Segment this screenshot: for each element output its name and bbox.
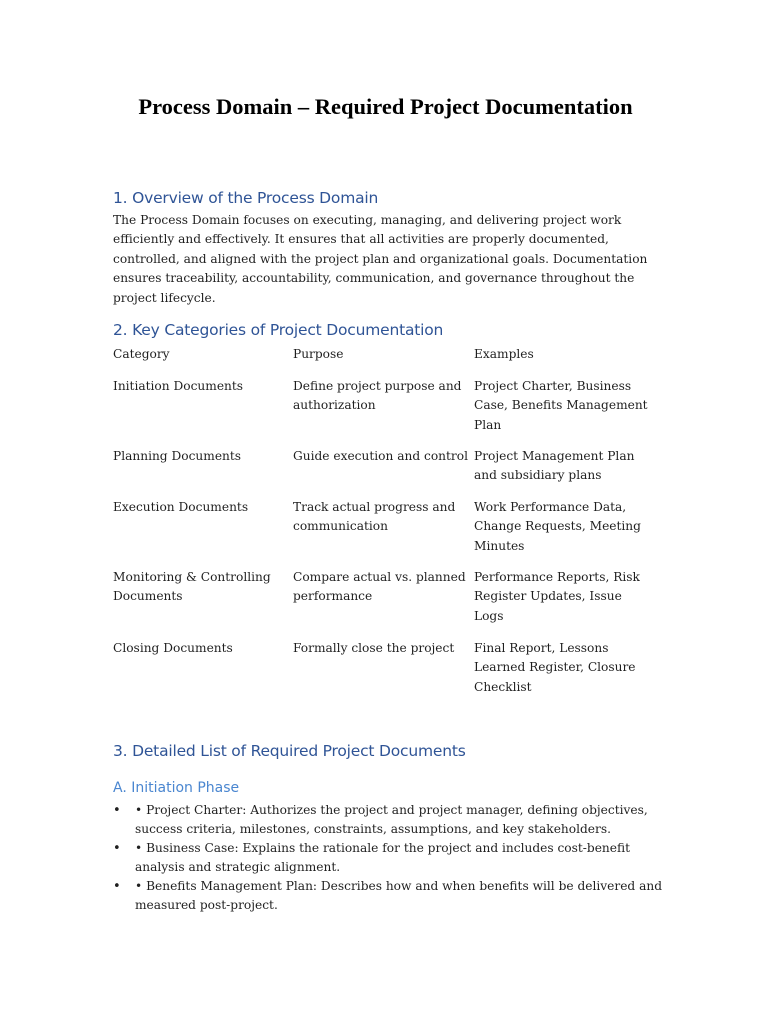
table-cell-purpose: Track actual progress and communication — [293, 500, 456, 534]
table-cell-category: Planning Documents — [113, 449, 242, 463]
table-cell-category: Execution Documents — [113, 500, 249, 514]
table-cell-examples: Work Performance Data, Change Requests, Meeting Minutes — [474, 500, 641, 553]
document-title: Process Domain – Required Project Documentation — [138, 94, 633, 119]
table-cell-category: Monitoring & Controlling Documents — [113, 570, 271, 604]
section-1-body: The Process Domain focuses on executing, managing, and delivering project work efficiently and effectively. It ensures that all activities are properly documented, controlled, and aligned with the project plan and organizational goals. Documentation ensures traceability, accountability, communication, and governance throughout the project lifecycle. — [113, 213, 648, 305]
table-cell-category: Initiation Documents — [113, 379, 244, 393]
section-2-heading: 2. Key Categories of Project Documentation — [113, 321, 444, 339]
list-item — [113, 877, 673, 915]
table-cell-examples: Project Charter, Business Case, Benefits Management Plan — [474, 379, 648, 432]
bullet-icon: • — [113, 879, 121, 894]
list-item — [113, 801, 673, 839]
table-cell-examples: Performance Reports, Risk Register Updates, Issue Logs — [474, 570, 640, 623]
table-cell-purpose: Formally close the project — [293, 641, 455, 655]
table-cell-purpose: Guide execution and control — [293, 449, 468, 463]
bullet-icon: • — [113, 841, 121, 856]
table-cell-examples: Final Report, Lessons Learned Register, Closure Checklist — [474, 641, 636, 694]
table-cell-examples: Project Management Plan and subsidiary plans — [474, 449, 635, 483]
table-cell-purpose: Compare actual vs. planned performance — [293, 570, 466, 604]
initiation-documents-list — [113, 801, 673, 915]
bullet-icon: • — [113, 803, 121, 818]
table-header-purpose: Purpose — [293, 347, 344, 361]
list-item-text: • Benefits Management Plan: Describes how and when benefits will be delivered and measured post-project. — [135, 879, 662, 912]
section-3-heading: 3. Detailed List of Required Project Documents — [113, 742, 466, 760]
list-item-text: • Project Charter: Authorizes the project and project manager, defining objectives, success criteria, milestones, constraints, assumptions, and key stakeholders. — [135, 803, 648, 836]
table-cell-category: Closing Documents — [113, 641, 233, 655]
list-item — [113, 839, 673, 877]
table-cell-purpose: Define project purpose and authorization — [293, 379, 462, 413]
table-header-examples: Examples — [474, 347, 534, 361]
table-header-category: Category — [113, 347, 170, 361]
initiation-phase-subheading: A. Initiation Phase — [113, 780, 240, 796]
section-1-heading: 1. Overview of the Process Domain — [113, 189, 379, 207]
list-item-text: • Business Case: Explains the rationale for the project and includes cost-benefit analysis and strategic alignment. — [135, 841, 630, 874]
